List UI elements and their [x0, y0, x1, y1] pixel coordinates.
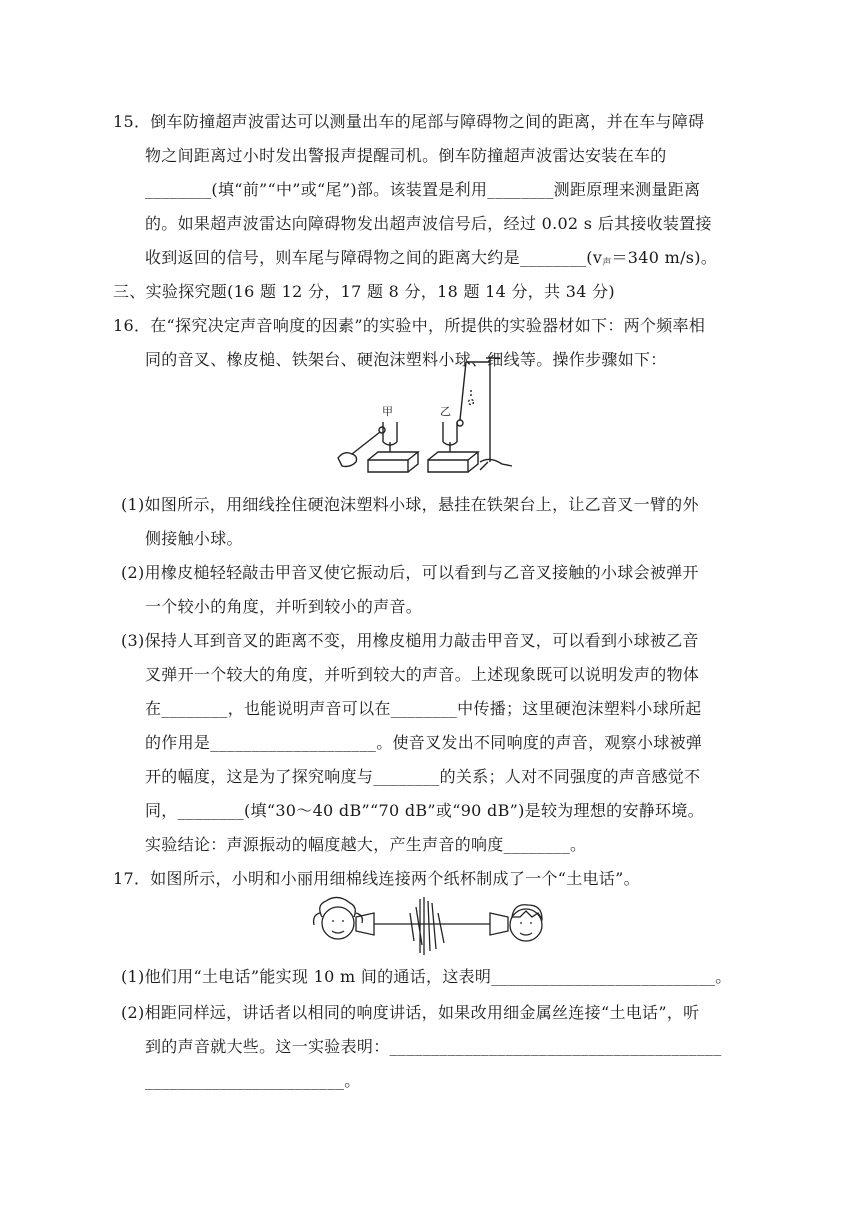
q15-line-3: ________(填“前”“中”或“尾”)部。该装置是利用________测距原理来测量距离: [145, 180, 701, 199]
q15-line-5: [145, 248, 717, 273]
section-3-heading: 三、实验探究题(16 题 12 分，17 题 8 分，18 题 14 分，共 34 分): [113, 282, 615, 301]
q16-step-2-line-2: 一个较小的角度，并听到较小的声音。: [145, 597, 423, 616]
q15-line-2: 物之间距离过小时发出警报声提醒司机。倒车防撞超声波雷达安装在车的: [145, 146, 667, 165]
q15-line-5-end: ＝340 m/s)。: [611, 248, 718, 267]
tuning-fork-figure: [330, 350, 530, 480]
q16-step-2-line-1: (2)用橡皮槌轻轻敲击甲音叉使它振动后，可以看到与乙音叉接触的小球会被弹开: [121, 563, 699, 582]
q16-line-2: 同的音叉、橡皮槌、铁架台、硬泡沫塑料小球、细线等。操作步骤如下：: [145, 350, 667, 369]
q16-step-3-line-4: 的作用是____________________。使音叉发出不同响度的声音，观察小球被弹: [145, 733, 703, 752]
q15-line-5-text: 收到返回的信号，则车尾与障碍物之间的距离大约是________(v: [145, 248, 603, 267]
q16-step-3-line-3: 在________，也能说明声音可以在________中传播；这里硬泡沫塑料小球所起: [145, 699, 702, 718]
fork-yi-label: 乙: [440, 405, 451, 418]
q16-line-1: 16．在“探究决定声音响度的因素”的实验中，所提供的实验器材如下：两个频率相: [113, 316, 706, 335]
q16-step-3-line-1: (3)保持人耳到音叉的距离不变，用橡皮槌用力敲击甲音叉，可以看到小球被乙音: [121, 631, 699, 650]
q15-line-1: 15．倒车防撞超声波雷达可以测量出车的尾部与障碍物之间的距离，并在车与障碍: [113, 112, 705, 131]
q17-step-1: (1)他们用“土电话”能实现 10 m 间的通话，这表明___________________________。: [121, 967, 732, 986]
q17-line-1: 17．如图所示，小明和小丽用细棉线连接两个纸杯制成了一个“土电话”。: [113, 869, 640, 888]
fork-jia-label: 甲: [382, 405, 393, 418]
q16-conclusion: 实验结论：声源振动的幅度越大，产生声音的响度________。: [145, 835, 587, 854]
q17-step-2-line-3: ________________________。: [145, 1071, 361, 1090]
q17-step-2-line-2: 到的声音就大些。这一实验表明：________________________________________: [145, 1037, 722, 1056]
q17-step-2-line-1: (2)相距同样远，讲话者以相同的响度讲话，如果改用细金属丝连接“土电话”，听: [121, 1003, 700, 1022]
string-telephone-figure: [312, 893, 552, 959]
q16-step-3-line-6: 同，________(填“30～40 dB”“70 dB”或“90 dB”)是较为理想的安静环境。: [145, 801, 704, 820]
q15-line-4: 的。如果超声波雷达向障碍物发出超声波信号后，经过 0.02 s 后其接收装置接: [145, 214, 712, 233]
q16-step-3-line-5: 开的幅度，这是为了探究响度与________的关系；人对不同强度的声音感觉不: [145, 767, 701, 786]
q15-sound-subscript: 声: [602, 258, 612, 268]
q16-step-3-line-2: 叉弹开一个较大的角度，并听到较大的声音。上述现象既可以说明发声的物体: [145, 665, 700, 684]
q16-step-1-line-2: 侧接触小球。: [145, 529, 243, 548]
q16-step-1-line-1: (1)如图所示，用细线拴住硬泡沫塑料小球，悬挂在铁架台上，让乙音叉一臂的外: [121, 495, 699, 514]
